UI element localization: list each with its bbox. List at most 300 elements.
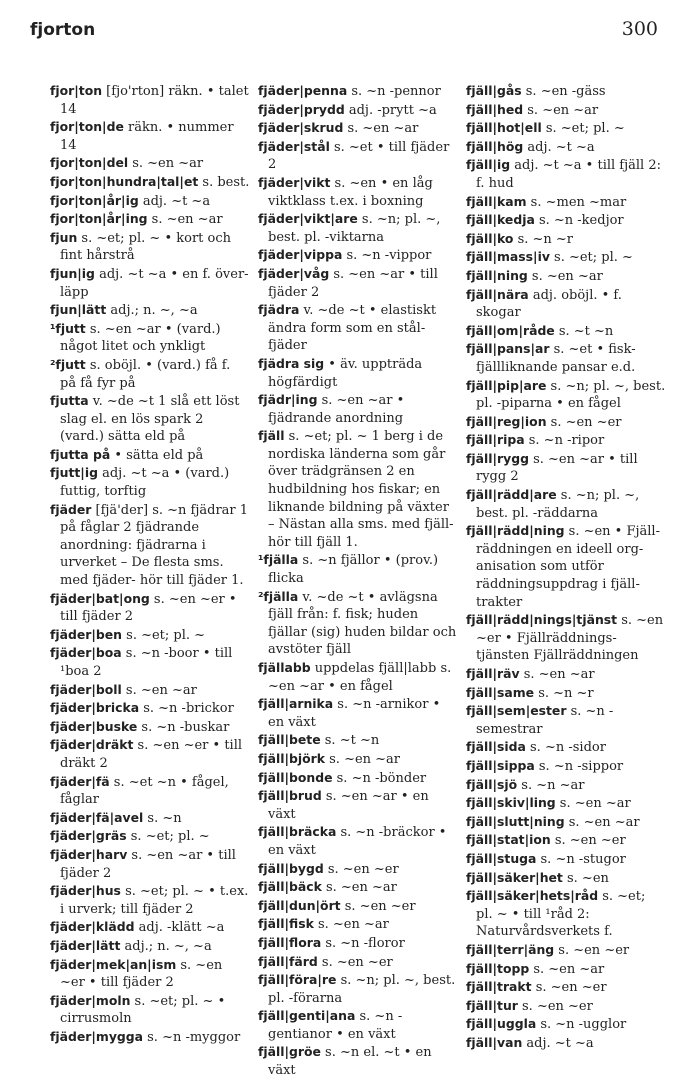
entry-headword: fjutt|ig (50, 465, 98, 481)
entry-definition: adj.; n. ~, ~a (120, 938, 212, 954)
entry-headword: fjäll|bäck (258, 879, 322, 895)
entry-headword: fjäll|björk (258, 750, 325, 766)
dictionary-entry (466, 193, 666, 212)
entry-definition: adj. oböjl. • f. skogar (476, 287, 622, 321)
entry-headword: fjäder|stål (258, 138, 330, 154)
dictionary-entry (50, 173, 250, 192)
dictionary-entry (50, 320, 250, 356)
dictionary-entry (50, 82, 250, 118)
entry-definition: s. ~et; pl. ~ (541, 121, 625, 137)
entry-definition: s. ~en ~ar (128, 156, 204, 172)
entry-headword: fjäll|säker|hets|råd (466, 888, 599, 904)
entry-headword: fjäder|klädd (50, 919, 135, 935)
entry-definition: s. ~n -arnikor • en växt (268, 697, 441, 730)
entry-definition: s. ~n; pl. ~, best. pl. -förarna (268, 973, 456, 1006)
entry-definition: s. ~n -semestrar (476, 704, 614, 737)
entry-definition: adj. ~t ~a (522, 1035, 594, 1051)
dictionary-entry (258, 769, 458, 788)
entry-definition: s. ~n ~r (534, 685, 594, 701)
dictionary-entry (50, 301, 250, 320)
entry-headword: fjäll|ripa (466, 432, 525, 448)
entry-headword: fjäder|mek|an|ism (50, 956, 177, 972)
dictionary-entry (258, 265, 458, 301)
dictionary-entry (50, 718, 250, 737)
dictionary-entry (466, 887, 666, 941)
entry-headword: fjäll|gås (466, 83, 522, 98)
entry-headword: fjäll|pans|ar (466, 341, 550, 357)
entry-headword: fjäder|vippa (258, 247, 343, 263)
entry-headword: fjäll|bonde (258, 769, 333, 785)
entry-headword: fjäll|sjö (466, 776, 518, 792)
dictionary-entry (466, 138, 666, 157)
entry-headword: fjor|ton|år|ing (50, 211, 148, 227)
dictionary-entry (258, 695, 458, 731)
entry-headword: fjäll|bygd (258, 860, 324, 876)
entry-definition: s. ~en ~ar • (vard.) något litet och ynkligt (60, 321, 221, 355)
entry-definition: s. ~n -floror (321, 935, 405, 951)
entry-headword: ¹fjälla (258, 552, 299, 568)
dictionary-entry (466, 831, 666, 850)
entry-definition: s. ~et; pl. ~ (126, 829, 210, 845)
entry-headword: fjäll|trakt (466, 979, 532, 995)
entry-definition: s. ~n el. ~t • en växt (268, 1045, 432, 1079)
entry-definition: s. ~en ~ar (555, 796, 631, 812)
entry-headword: fjäll|ning (466, 267, 528, 283)
dictionary-entry (466, 211, 666, 230)
dictionary-entry (50, 210, 250, 229)
entry-definition: s. ~n -bönder (332, 770, 427, 786)
dictionary-entry (50, 118, 250, 154)
entry-headword: fjäder (50, 501, 92, 517)
entry-headword: fjäll|sippa (466, 757, 535, 773)
dictionary-entry (466, 757, 666, 776)
entry-definition: s. ~en ~er (531, 980, 607, 996)
entry-headword: fjäder|våg (258, 265, 330, 281)
dictionary-entry (466, 738, 666, 757)
entry-definition: s. ~n -stugor (536, 851, 626, 867)
entry-definition: s. ~n fjällor • (prov.) flicka (268, 553, 439, 587)
entry-definition: s. ~en ~ar (321, 880, 397, 896)
dictionary-entry (50, 1028, 250, 1047)
entry-headword: fjäll|ig (466, 157, 511, 173)
dictionary-entry (466, 978, 666, 997)
dictionary-entry (258, 897, 458, 916)
entry-definition: v. ~de ~t 1 slå ett löst slag el. en lös spark 2 (vard.) sätta eld på (60, 394, 240, 445)
dictionary-entry (50, 699, 250, 718)
entry-headword: fjäder|dräkt (50, 737, 134, 753)
dictionary-entry (50, 590, 250, 626)
entry-definition: s. ~en ~ar (325, 751, 401, 767)
dictionary-entry (258, 750, 458, 769)
entry-definition: s. ~et; pl. ~ • till ¹råd 2: Naturvårdsverkets f. (476, 889, 646, 940)
entry-definition: s. ~en ~er (317, 954, 393, 970)
dictionary-entry (466, 377, 666, 413)
dictionary-entry (258, 355, 458, 391)
entry-headword: fjäll|tur (466, 997, 518, 1013)
entry-headword: fjäll|mass|iv (466, 249, 550, 265)
dictionary-entry (258, 391, 458, 427)
entry-headword: fjäder|hus (50, 883, 121, 899)
entry-definition: adj. ~t ~a (138, 193, 211, 209)
entry-headword: fjäll|säker|het (466, 869, 563, 885)
dictionary-entry (258, 301, 458, 355)
entry-headword: fjäll|van (466, 1034, 523, 1050)
entry-definition: s. ~n -bräckor • en växt (268, 825, 447, 858)
entry-headword: fjäll|bete (258, 732, 321, 748)
entry-definition: adj. ~t ~a (523, 139, 595, 155)
dictionary-entry (50, 501, 250, 590)
entry-headword: fjäll|rädd|ning (466, 523, 565, 539)
entry-definition: s. ~en ~er • Fjällräddnings-tjänsten Fjällräddningen (476, 613, 664, 664)
entry-definition: adj. ~t ~a • en f. över-läpp (60, 266, 249, 300)
entry-headword: fjäll|stuga (466, 850, 537, 866)
entry-headword: fjor|ton|del (50, 155, 129, 171)
entry-definition: s. ~en ~er (323, 861, 399, 877)
dictionary-entry (258, 659, 458, 695)
dictionary-entry (466, 941, 666, 960)
entry-headword: fjun (50, 229, 78, 245)
dictionary-entry (258, 915, 458, 934)
dictionary-entry (50, 446, 250, 465)
entry-headword: fjor|ton|de (50, 119, 124, 135)
dictionary-entry (50, 736, 250, 772)
entry-definition: • sätta eld på (110, 447, 204, 463)
entry-definition: s. ~en ~er (554, 942, 630, 958)
entry-definition: s. ~n ~ar (517, 777, 585, 793)
entry-headword: fjäll (258, 428, 285, 444)
dictionary-entry (258, 82, 458, 101)
entry-headword: fjäll|sida (466, 739, 526, 755)
entry-headword: fjäll|uggla (466, 1016, 537, 1032)
entry-definition: s. ~n ~r (513, 231, 574, 247)
dictionary-entry (258, 210, 458, 246)
entry-definition: s. ~et ~n • fågel, fåglar (60, 774, 229, 808)
entry-definition: s. ~en ~ar • till rygg 2 (476, 451, 638, 485)
entry-headword: fjäll|pip|are (466, 377, 547, 393)
entry-definition: s. ~en ~er (546, 414, 622, 430)
entry-headword: fjor|ton|hundra|tal|et (50, 173, 199, 189)
entry-headword: fjäder|buske (50, 718, 138, 734)
dictionary-entry (50, 154, 250, 173)
entry-definition: s. ~et; pl. ~ (122, 627, 206, 643)
dictionary-entry (466, 82, 666, 101)
entry-definition: s. ~en ~ar (147, 212, 223, 228)
entry-definition: s. ~n; pl. ~, best. pl. -viktarna (268, 212, 441, 245)
dictionary-entry (50, 192, 250, 211)
dictionary-entry (466, 101, 666, 120)
entry-definition: s. ~en ~ar (523, 102, 599, 118)
entry-headword: fjäll|flora (258, 934, 322, 950)
entry-headword: fjutta (50, 393, 89, 409)
dictionary-entry (466, 869, 666, 888)
dictionary-entry (258, 860, 458, 879)
entry-definition: s. ~n -ugglor (536, 1017, 627, 1033)
entry-definition: s. ~en ~ar (313, 917, 389, 933)
entry-definition: s. ~n -boor • till ¹boa 2 (60, 646, 233, 679)
dictionary-entry (466, 340, 666, 376)
entry-headword: fjäll|bräcka (258, 824, 337, 840)
dictionary-entry (50, 392, 250, 446)
entry-headword: fjäll|nära (466, 286, 529, 302)
dictionary-entry (50, 464, 250, 500)
dictionary-entry (258, 823, 458, 859)
entry-headword: fjäll|brud (258, 788, 322, 804)
entry-headword: fjäll|rädd|are (466, 487, 557, 503)
dictionary-entry (258, 119, 458, 138)
entry-headword: fjäll|arnika (258, 696, 334, 712)
entry-headword: fjäll|rygg (466, 450, 529, 466)
entry-definition: s. ~en (562, 870, 609, 886)
entry-definition: s. ~n -myggor (143, 1029, 241, 1045)
dictionary-entry (258, 101, 458, 120)
entry-definition: s. ~n (143, 810, 182, 826)
entry-headword: ²fjälla (258, 588, 299, 604)
entry-definition: v. ~de ~t • elastiskt ändra form som en stål-fjäder (268, 303, 437, 354)
dictionary-entry (466, 684, 666, 703)
dictionary-entry (258, 588, 458, 659)
entry-definition: s. ~et; pl. ~ • kort och fint hårstrå (60, 230, 231, 264)
entry-definition: s. ~n -buskar (137, 719, 230, 735)
dictionary-entry (466, 431, 666, 450)
dictionary-entry (50, 265, 250, 301)
dictionary-entry (466, 1015, 666, 1034)
entry-headword: fjäder|skrud (258, 120, 344, 136)
dictionary-entry (50, 992, 250, 1028)
entry-definition: s. ~et; pl. ~ (549, 250, 633, 266)
dictionary-column-3 (466, 82, 666, 1052)
dictionary-entry (466, 960, 666, 979)
entry-definition: s. ~en ~ar (529, 961, 605, 977)
entry-definition: s. ~et; pl. ~ • t.ex. i urverk; till fjäder 2 (60, 884, 249, 917)
dictionary-entry (466, 248, 666, 267)
entry-definition: s. ~en ~er (517, 998, 593, 1014)
entry-headword: fjäder|vikt (258, 174, 331, 190)
entry-headword: fjäder|bricka (50, 700, 140, 716)
entry-headword: fjäder|mygga (50, 1028, 143, 1044)
dictionary-entry (258, 934, 458, 953)
dictionary-entry (50, 846, 250, 882)
dictionary-entry (50, 644, 250, 680)
dictionary-entry (50, 229, 250, 265)
entry-definition: s. ~et • fisk-fjällliknande pansar e.d. (476, 342, 636, 375)
dictionary-entry (258, 731, 458, 750)
dictionary-entry (258, 1007, 458, 1043)
entry-definition: s. ~n -sidor (525, 740, 606, 756)
dictionary-entry (258, 138, 458, 174)
dictionary-entry (258, 174, 458, 210)
entry-definition: s. ~n -brickor (139, 701, 234, 717)
dictionary-entry (466, 267, 666, 286)
entry-definition: adj. -prytt ~a (344, 102, 437, 118)
entry-definition: s. ~en ~ar (527, 268, 603, 284)
dictionary-entry (466, 776, 666, 795)
entry-headword: fjäll|reg|ion (466, 413, 547, 429)
entry-definition: [fjä'der] s. ~n fjädrar 1 på fåglar 2 fjädrande anordning: fjädrarna i urverket – De flesta sms. med fjäder- hör till fjäder 1. (60, 502, 249, 589)
dictionary-entry (466, 522, 666, 611)
dictionary-entry (466, 611, 666, 665)
dictionary-entry (466, 119, 666, 138)
entry-definition: s. ~et • till fjäder 2 (268, 139, 450, 173)
dictionary-entry (466, 702, 666, 738)
entry-definition: adj.; n. ~, ~a (106, 303, 198, 319)
running-head-word: fjorton (30, 20, 96, 40)
entry-definition: v. ~de ~t • avlägsna fjäll från: f. fisk; huden fjällar (sig) huden bildar och avstöter fjäll (268, 589, 457, 658)
entry-headword: fjäll|hed (466, 101, 524, 117)
dictionary-entry (466, 322, 666, 341)
entry-headword: fjutta på (50, 446, 111, 462)
entry-definition: s. ~en • Fjäll-räddningen en ideell org-anisation som utför räddningsuppdrag i fjäll-trakter (476, 524, 660, 610)
entry-headword: fjäll|färd (258, 953, 318, 969)
entry-headword: fjäder|prydd (258, 101, 345, 117)
entry-headword: fjun|ig (50, 265, 95, 281)
page-number: 300 (621, 18, 658, 40)
dictionary-entry (50, 773, 250, 809)
entry-headword: fjäll|topp (466, 960, 530, 976)
entry-definition: s. ~en ~ar • till fjäder 2 (60, 847, 236, 881)
dictionary-entry (50, 809, 250, 828)
entry-definition: s. ~n -vippor (342, 248, 432, 264)
entry-definition: s. ~n -kedjor (534, 213, 624, 229)
entry-definition: s. ~t ~n (320, 733, 380, 749)
entry-definition: s. oböjl. • (vard.) få f. på få fyr på (60, 357, 231, 391)
dictionary-entry (466, 450, 666, 486)
dictionary-entry (466, 486, 666, 522)
entry-headword: fjäder|gräs (50, 828, 127, 844)
entry-headword: fjäll|om|råde (466, 322, 555, 338)
entry-definition: adj. ~t ~a • till fjäll 2: f. hud (476, 158, 661, 191)
entry-definition: s. ~t ~n (554, 323, 614, 339)
dictionary-entry (466, 850, 666, 869)
entry-definition: s. ~en • en låg viktklass t.ex. i boxning (268, 175, 433, 209)
dictionary-entry (50, 356, 250, 392)
dictionary-entry (258, 878, 458, 897)
entry-definition: s. ~n -gentianor • en växt (268, 1009, 403, 1042)
entry-headword: fjäder|ben (50, 626, 123, 642)
dictionary-entry (466, 665, 666, 684)
entry-headword: fjäll|räv (466, 666, 520, 681)
entry-headword: fjäll|skiv|ling (466, 795, 556, 811)
entry-headword: fjäll|fisk (258, 916, 314, 932)
entry-headword: fjädra sig (258, 355, 325, 371)
entry-definition: s. ~n -sippor (534, 758, 624, 774)
entry-headword: fjor|ton|år|ig (50, 192, 139, 208)
entry-definition: s. ~en ~er • till fjäder 2 (60, 957, 223, 991)
entry-headword: fjäll|hot|ell (466, 120, 542, 136)
page-header (0, 0, 698, 50)
entry-definition: s. ~en ~ar (121, 682, 197, 698)
dictionary-entry (466, 413, 666, 432)
entry-definition: s. ~en ~ar (519, 667, 595, 682)
dictionary-entry (466, 156, 666, 192)
entry-definition: s. ~en ~er • till fjäder 2 (60, 591, 237, 625)
entry-definition: adj. ~t ~a • (vard.) futtig, torftig (60, 466, 230, 500)
entry-headword: fjäll|slutt|ning (466, 813, 565, 829)
entry-headword: fjäll|hög (466, 138, 524, 154)
entry-definition: s. ~et; pl. ~ • cirrusmoln (60, 993, 226, 1027)
entry-headword: fjäder|vikt|are (258, 211, 358, 227)
entry-definition: s. ~en ~ar • fjädrande anordning (268, 393, 405, 426)
dictionary-entry (50, 681, 250, 700)
entry-definition: s. ~et; pl. ~ 1 berg i de nordiska länderna som går över trädgränsen 2 en hudbildning hos fiskar; en liknande bildning på växter – Nästan alla sms. med fjäll- hör till fjäll 1. (268, 429, 454, 550)
entry-headword: ¹fjutt (50, 320, 86, 336)
dictionary-entry (258, 971, 458, 1007)
dictionary-entry (258, 246, 458, 265)
entry-headword: fjädr|ing (258, 392, 318, 408)
dictionary-entry (258, 427, 458, 551)
entry-definition: s. ~en ~ar (343, 121, 419, 137)
entry-definition: s. ~en -gäss (521, 84, 606, 99)
entry-headword: fjäll|sem|ester (466, 703, 567, 719)
dictionary-entry (258, 787, 458, 823)
entry-headword: fjäll|terr|äng (466, 941, 555, 957)
entry-definition: • äv. uppträda högfärdigt (268, 356, 423, 390)
dictionary-column-1 (50, 82, 250, 1046)
entry-headword: fjäder|boa (50, 645, 122, 661)
entry-definition: s. best. (198, 174, 250, 190)
entry-headword: fjällabb (258, 660, 311, 675)
entry-headword: fjäll|stat|ion (466, 832, 551, 848)
entry-headword: fjäll|ko (466, 230, 514, 246)
entry-headword: fjäll|same (466, 684, 535, 700)
entry-headword: fjun|lätt (50, 302, 107, 318)
dictionary-entry (50, 882, 250, 918)
entry-definition: s. ~n -ripor (524, 433, 605, 449)
dictionary-entry (258, 551, 458, 587)
entry-headword: fjäll|genti|ana (258, 1008, 356, 1024)
dictionary-column-2 (258, 82, 458, 1080)
entry-headword: fjäll|dun|ört (258, 897, 341, 913)
entry-headword: fjäll|kam (466, 193, 527, 209)
entry-headword: fjäder|lätt (50, 937, 121, 953)
entry-headword: fjäder|harv (50, 846, 128, 862)
entry-definition: adj. -klätt ~a (134, 920, 225, 936)
entry-definition: räkn. • nummer 14 (60, 120, 234, 153)
dictionary-entry (466, 230, 666, 249)
entry-definition: s. ~n -pennor (347, 84, 441, 99)
entry-headword: fjädra (258, 302, 300, 318)
dictionary-entry (466, 286, 666, 322)
entry-definition: s. ~men ~mar (526, 194, 627, 210)
entry-definition: uppdelas fjäll|labb s. ~en ~ar • en fågel (268, 661, 452, 694)
dictionary-entry (50, 626, 250, 645)
dictionary-entry (466, 813, 666, 832)
entry-headword: fjäll|föra|re (258, 972, 337, 988)
entry-definition: s. ~en ~ar • en växt (268, 789, 429, 822)
dictionary-entry (258, 953, 458, 972)
dictionary-entry (466, 997, 666, 1016)
entry-definition: s. ~en ~ar (564, 814, 640, 830)
entry-headword: fjäder|fä|avel (50, 809, 144, 825)
dictionary-entry (50, 918, 250, 937)
entry-headword: fjäll|gröe (258, 1044, 321, 1060)
entry-definition: s. ~n; pl. ~, best. pl. -räddarna (476, 488, 640, 521)
entry-headword: fjäll|rädd|nings|tjänst (466, 612, 618, 628)
entry-definition: s. ~en ~er (550, 833, 626, 849)
dictionary-entry (50, 937, 250, 956)
entry-headword: fjäder|penna (258, 83, 348, 98)
entry-headword: fjor|ton (50, 83, 103, 98)
dictionary-entry (466, 794, 666, 813)
entry-definition: s. ~n; pl. ~, best. pl. -piparna • en fågel (476, 378, 666, 412)
dictionary-entry (50, 956, 250, 992)
entry-headword: fjäder|bat|ong (50, 590, 150, 606)
entry-definition: s. ~en ~ar • till fjäder 2 (268, 266, 438, 300)
entry-headword: fjäder|boll (50, 681, 122, 697)
entry-definition: s. ~en ~er (340, 898, 416, 914)
dictionary-entry (466, 1034, 666, 1053)
entry-headword: fjäder|moln (50, 992, 131, 1008)
entry-definition: s. ~en ~er • till dräkt 2 (60, 738, 243, 771)
